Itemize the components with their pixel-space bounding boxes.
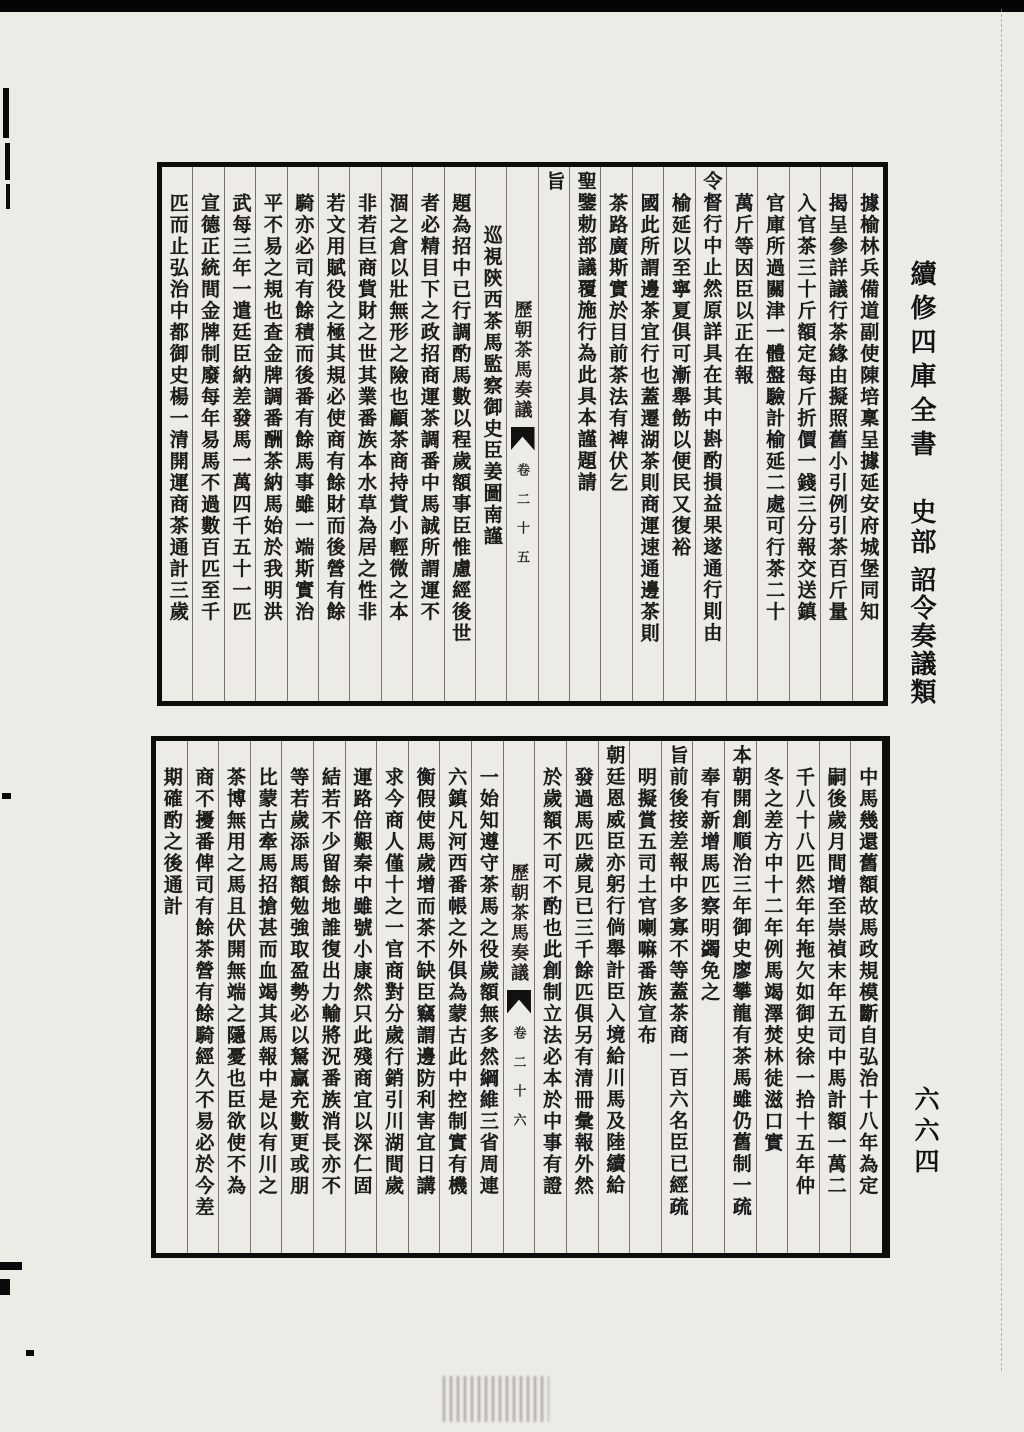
- banxin-column: [504, 741, 536, 1253]
- text-column: [314, 741, 346, 1253]
- column-text: 據榆林兵備道副使陳培稟呈據延安府城堡同知: [857, 193, 879, 623]
- text-column: [633, 167, 664, 701]
- text-column: [693, 741, 725, 1253]
- text-column: [225, 167, 256, 701]
- column-text: 本朝開創順治三年御史廖攀龍有茶馬雖仍舊制一疏: [729, 745, 751, 1218]
- text-column: [821, 167, 852, 701]
- column-text: 比蒙古牽馬招搶甚而血竭其馬報中是以有川之: [255, 767, 277, 1197]
- column-text: 若文用賦役之極其規必使商有餘財而後營有餘: [323, 193, 345, 623]
- text-column: [319, 167, 350, 701]
- column-text: 結若不少留餘地誰復出力輸將況番族消長亦不: [318, 767, 340, 1197]
- top-columns: [162, 167, 883, 701]
- text-column: [413, 167, 444, 701]
- column-text: 商不擾番俾司有餘茶營有餘騎經久不易必於今差: [192, 767, 214, 1219]
- text-column: [156, 741, 188, 1253]
- column-text: 奉有新增馬匹察明蠲免之: [698, 767, 720, 1004]
- text-column: [440, 741, 472, 1253]
- page-number: 六六四: [911, 1086, 938, 1179]
- column-text: 於歲額不可不酌也此創制立法必本於中事有證: [540, 767, 562, 1197]
- column-text: 聖鑒勅部議覆施行為此具本謹題請: [574, 171, 596, 494]
- bottom-text-block: [151, 736, 890, 1258]
- column-text: 一始知遵守茶馬之役歲額無多然綱維三省周連: [476, 767, 498, 1197]
- text-column: [251, 741, 283, 1253]
- text-column: [377, 741, 409, 1253]
- column-text: 茶博無用之馬且伏開無端之隱憂也臣欲使不為: [224, 767, 245, 1197]
- column-text: 者必精目下之政招商運茶調番中馬誠所謂運不: [417, 193, 439, 623]
- scan-edge-mark: [3, 88, 9, 138]
- text-column: [476, 167, 507, 701]
- text-column: [346, 741, 378, 1253]
- column-text: 榆延以至寧夏俱可漸舉飭以便民又復裕: [668, 193, 690, 559]
- text-column: [567, 741, 599, 1253]
- text-column: [727, 167, 758, 701]
- text-column: [757, 741, 789, 1253]
- text-column: [662, 741, 694, 1253]
- scan-edge-mark: [6, 184, 10, 209]
- column-text: 題為招中已行調酌馬數以程歲額事臣惟慮經後世: [449, 193, 471, 645]
- text-column: [664, 167, 695, 701]
- column-text: 明擬賞五司土官喇嘛番族宣布: [634, 767, 656, 1047]
- juan-label: 卷二十五: [515, 462, 530, 579]
- text-column: [725, 741, 757, 1253]
- column-text: 發過馬匹歲見已三千餘匹俱另有清冊彙報外然: [571, 767, 593, 1197]
- text-column: [630, 741, 662, 1253]
- column-text: 官庫所過關津一體盤驗計榆延二處可行茶二十: [763, 193, 785, 623]
- scan-edge-mark: [26, 1350, 34, 1356]
- banxin-column: [507, 167, 538, 701]
- scan-edge-mark: [0, 1262, 22, 1270]
- column-text: 衡假使馬歲增而茶不缺臣竊謂邊防利害宜日講: [413, 767, 435, 1197]
- column-text: 六鎮凡河西番帳之外俱為蒙古此中控制實有機: [445, 767, 467, 1197]
- text-column: [601, 167, 632, 701]
- column-text: 千八十八匹然年年拖欠如御史徐一拾十五年仲: [792, 767, 814, 1197]
- column-text: 武每三年一遣廷臣納差發馬一萬四千五十一匹: [229, 193, 251, 623]
- column-text: 嗣後歲月間增至崇禎末年五司中馬計額一萬二: [824, 767, 846, 1197]
- text-column: [256, 167, 287, 701]
- banxin-title: 歷朝茶馬奏議: [512, 299, 533, 420]
- text-column: [162, 167, 193, 701]
- column-text: 冬之差方中十二年例馬竭澤焚林徒滋口實: [761, 767, 783, 1154]
- text-column: [790, 167, 821, 701]
- column-text: 巡視陝西茶馬監察御史臣姜圖南謹: [480, 225, 502, 548]
- text-column: [219, 741, 251, 1253]
- text-column: [820, 741, 852, 1253]
- scan-edge-mark: [5, 143, 10, 180]
- column-text: 國此所謂邊茶宜行也蓋遷湖茶則商運速通邊茶則: [637, 193, 659, 645]
- text-column: [758, 167, 789, 701]
- column-text: 運路倍艱秦中雖號小康然只此殘商宜以深仁固: [350, 767, 372, 1197]
- text-column: [472, 741, 504, 1253]
- scan-edge-mark: [0, 1279, 10, 1295]
- column-text: 揭呈參詳議行茶緣由擬照舊小引例引茶百斤量: [825, 193, 847, 623]
- text-column: [193, 167, 224, 701]
- text-column: [696, 167, 727, 701]
- column-text: 入官茶三十斤額定每斤折價一錢三分報交送鎮: [794, 193, 816, 623]
- text-column: [445, 167, 476, 701]
- text-column: [409, 741, 441, 1253]
- column-text: 騎亦必司有餘積而後番有餘馬事雖一端斯實治: [292, 193, 314, 623]
- top-text-block: [157, 162, 888, 706]
- column-text: 宣德正統間金牌制廢每年易馬不過數百匹至千: [198, 193, 220, 623]
- scan-smudge: [443, 1376, 549, 1422]
- column-text: 平不易之規也查金牌調番酬茶納馬始於我明洪: [260, 193, 282, 623]
- text-column: [539, 167, 570, 701]
- series-title: 續修四庫全書: [907, 260, 936, 464]
- column-text: 茶路廣斯實於目前茶法有裨伏乞: [606, 193, 628, 494]
- column-text: 令督行中止然原詳具在其中斟酌損益果遂通行則由: [700, 171, 722, 644]
- column-text: 求今商人僅十之一官商對分歲行銷引川湖間歲: [382, 767, 404, 1197]
- column-text: 涸之倉以壯無形之險也顧茶商持貲小輕微之本: [386, 193, 408, 623]
- column-text: 期確酌之後通計: [160, 767, 182, 918]
- text-column: [851, 741, 882, 1253]
- scan-black-strip-bottom: [0, 0, 1024, 12]
- text-column: [570, 167, 601, 701]
- text-column: [188, 741, 220, 1253]
- fishtail-mark: [511, 427, 535, 451]
- column-text: 朝廷恩威臣亦躬行倘舉計臣入境給川馬及陸續給: [603, 745, 625, 1197]
- fishtail-mark: [507, 990, 531, 1014]
- column-text: 旨前後接差報中多寡不等蓋茶商一百六名臣已經疏: [666, 745, 688, 1218]
- text-column: [350, 167, 381, 701]
- banxin-title: 歷朝茶馬奏議: [508, 862, 529, 983]
- scan-edge-dotted-line: [1001, 9, 1002, 1371]
- text-column: [788, 741, 820, 1253]
- section-label: 史部: [907, 498, 936, 558]
- scan-edge-mark: [2, 793, 11, 799]
- text-column: [282, 741, 314, 1253]
- text-column: [382, 167, 413, 701]
- juan-label: 卷二十六: [511, 1025, 527, 1142]
- text-column: [535, 741, 567, 1253]
- text-column: [288, 167, 319, 701]
- column-text: 中馬幾還舊額故馬政規模斷自弘治十八年為定: [856, 767, 878, 1197]
- category-label: 詔令奏議類: [907, 566, 936, 706]
- column-text: 匹而止弘治中都御史楊一清開運商茶通計三歲: [166, 193, 188, 623]
- text-column: [853, 167, 883, 701]
- column-text: 等若歲添馬額勉強取盈勢必以駑贏充數更或朋: [287, 767, 309, 1197]
- text-column: [599, 741, 631, 1253]
- column-text: 非若巨商貲財之世其業番族本水草為居之性非: [355, 193, 377, 623]
- column-text: 萬斤等因臣以正在報: [731, 193, 753, 387]
- bottom-columns: [156, 741, 882, 1253]
- column-text: 旨: [543, 171, 565, 193]
